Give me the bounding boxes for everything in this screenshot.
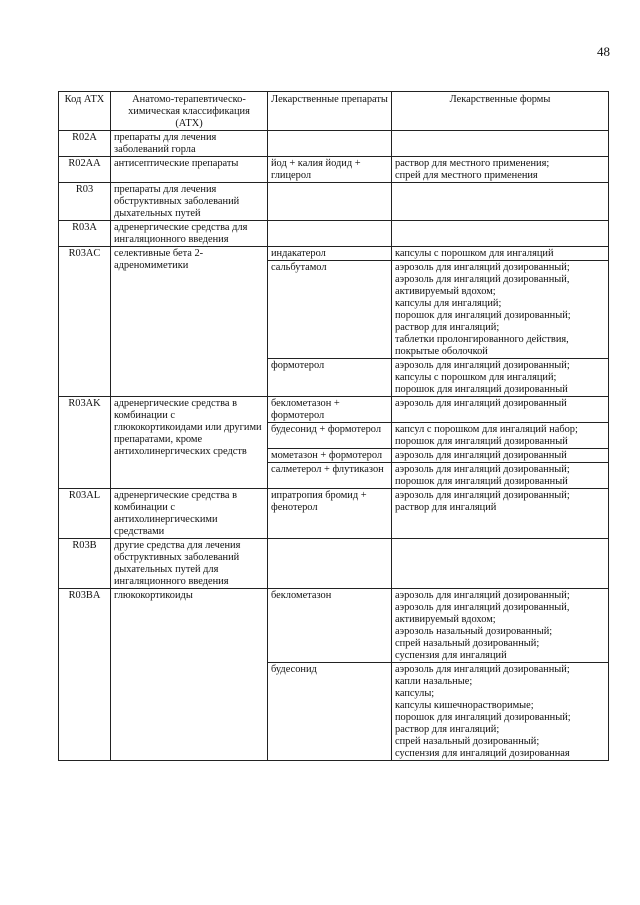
header-code: Код АТХ [59,92,111,131]
dosage-forms-cell [392,221,609,247]
table-row [59,539,609,589]
drug-name-cell: сальбутамол [268,261,392,359]
table-header-row [59,92,609,131]
classification-cell: адренергические средства в комбинации с глюкокортикоидами или другими препаратами, кроме антихолинергических средств [111,397,268,489]
dosage-form-item: капсулы с порошком для ингаляций; [395,372,557,383]
dosage-forms-cell [392,463,609,489]
dosage-forms-cell [392,247,609,261]
dosage-forms-cell [392,539,609,589]
drug-name-cell [268,539,392,589]
drug-name-cell: ипратропия бромид + фенотерол [268,489,392,539]
dosage-form-item: аэрозоль для ингаляций дозированный; [395,590,570,601]
dosage-forms-cell [392,589,609,663]
dosage-form-item: капсулы; [395,688,435,699]
drug-name-cell [268,131,392,157]
dosage-forms-cell [392,423,609,449]
dosage-form-item: раствор для ингаляций; [395,724,500,735]
dosage-form-item: капсул с порошком для ингаляций набор; [395,424,578,435]
dosage-form-item: аэрозоль для ингаляций дозированный; [395,262,570,273]
table-body [59,131,609,761]
dosage-forms-cell [392,359,609,397]
header-drugs: Лекарственные препараты [268,92,392,131]
dosage-form-item: порошок для ингаляций дозированный [395,476,568,487]
dosage-form-item: таблетки пролонгированного действия, покрытые оболочкой [395,334,569,357]
dosage-forms-cell [392,157,609,183]
drug-name-cell [268,183,392,221]
dosage-form-item: порошок для ингаляций дозированный; [395,712,571,723]
dosage-form-item: раствор для ингаляций [395,502,497,513]
header-forms: Лекарственные формы [392,92,609,131]
dosage-form-item: аэрозоль для ингаляций дозированный; [395,490,570,501]
table-row [59,131,609,157]
atx-code-cell: R03 [59,183,111,221]
atx-drug-table [58,91,609,761]
drug-name-cell [268,221,392,247]
drug-name-cell: беклометазон [268,589,392,663]
dosage-form-item: аэрозоль для ингаляций дозированный; [395,360,570,371]
dosage-forms-cell [392,489,609,539]
dosage-form-item: капсулы для ингаляций; [395,298,502,309]
dosage-form-item: аэрозоль для ингаляций дозированный; [395,464,570,475]
drug-name-cell: будесонид + формотерол [268,423,392,449]
dosage-form-item: аэрозоль для ингаляций дозированный [395,398,567,409]
table-row [59,183,609,221]
drug-name-cell: салметерол + флутиказон [268,463,392,489]
dosage-form-item: суспензия для ингаляций дозированная [395,748,570,759]
dosage-form-item: аэрозоль для ингаляций дозированный [395,450,567,461]
dosage-form-item: аэрозоль для ингаляций дозированный, активируемый вдохом; [395,274,570,297]
page-number: 48 [597,44,610,59]
header-classification: Анатомо-терапевтическо-химическая классификация (АТХ) [111,92,268,131]
drug-name-cell: формотерол [268,359,392,397]
classification-cell: адренергические средства для ингаляционного введения [111,221,268,247]
table-row [59,489,609,539]
dosage-form-item: порошок для ингаляций дозированный [395,384,568,395]
dosage-forms-cell [392,397,609,423]
table-row [59,397,609,423]
atx-code-cell: R03A [59,221,111,247]
classification-cell: антисептические препараты [111,157,268,183]
atx-code-cell: R03BA [59,589,111,761]
dosage-form-item: спрей назальный дозированный; [395,638,540,649]
table-row [59,247,609,261]
dosage-forms-cell [392,663,609,761]
drug-name-cell: будесонид [268,663,392,761]
classification-cell: препараты для лечения обструктивных заболеваний дыхательных путей [111,183,268,221]
drug-name-cell: мометазон + формотерол [268,449,392,463]
dosage-forms-cell [392,131,609,157]
dosage-form-item: раствор для ингаляций; [395,322,500,333]
table-row [59,221,609,247]
dosage-form-item: спрей для местного применения [395,170,538,181]
dosage-form-item: капсулы кишечнорастворимые; [395,700,534,711]
classification-cell: другие средства для лечения обструктивных заболеваний дыхательных путей для ингаляционного введения [111,539,268,589]
table-row [59,589,609,663]
dosage-form-item: раствор для местного применения; [395,158,550,169]
dosage-form-item: порошок для ингаляций дозированный [395,436,568,447]
dosage-form-item: спрей назальный дозированный; [395,736,540,747]
atx-code-cell: R03AC [59,247,111,397]
atx-code-cell: R02A [59,131,111,157]
drug-name-cell: индакатерол [268,247,392,261]
dosage-form-item: капсулы с порошком для ингаляций [395,248,554,259]
classification-cell: препараты для лечения заболеваний горла [111,131,268,157]
classification-cell: селективные бета 2-адреномиметики [111,247,268,397]
atx-code-cell: R03B [59,539,111,589]
dosage-forms-cell [392,183,609,221]
classification-cell: адренергические средства в комбинации с антихолинергическими средствами [111,489,268,539]
dosage-form-item: капли назальные; [395,676,473,687]
dosage-form-item: суспензия для ингаляций [395,650,507,661]
drug-name-cell: беклометазон + формотерол [268,397,392,423]
dosage-form-item: аэрозоль для ингаляций дозированный; [395,664,570,675]
atx-code-cell: R02AA [59,157,111,183]
dosage-form-item: аэрозоль назальный дозированный; [395,626,553,637]
dosage-form-item: аэрозоль для ингаляций дозированный, активируемый вдохом; [395,602,570,625]
atx-code-cell: R03AK [59,397,111,489]
classification-cell: глюкокортикоиды [111,589,268,761]
dosage-form-item: порошок для ингаляций дозированный; [395,310,571,321]
table-row [59,157,609,183]
dosage-forms-cell [392,261,609,359]
drug-name-cell: йод + калия йодид + глицерол [268,157,392,183]
atx-code-cell: R03AL [59,489,111,539]
dosage-forms-cell [392,449,609,463]
